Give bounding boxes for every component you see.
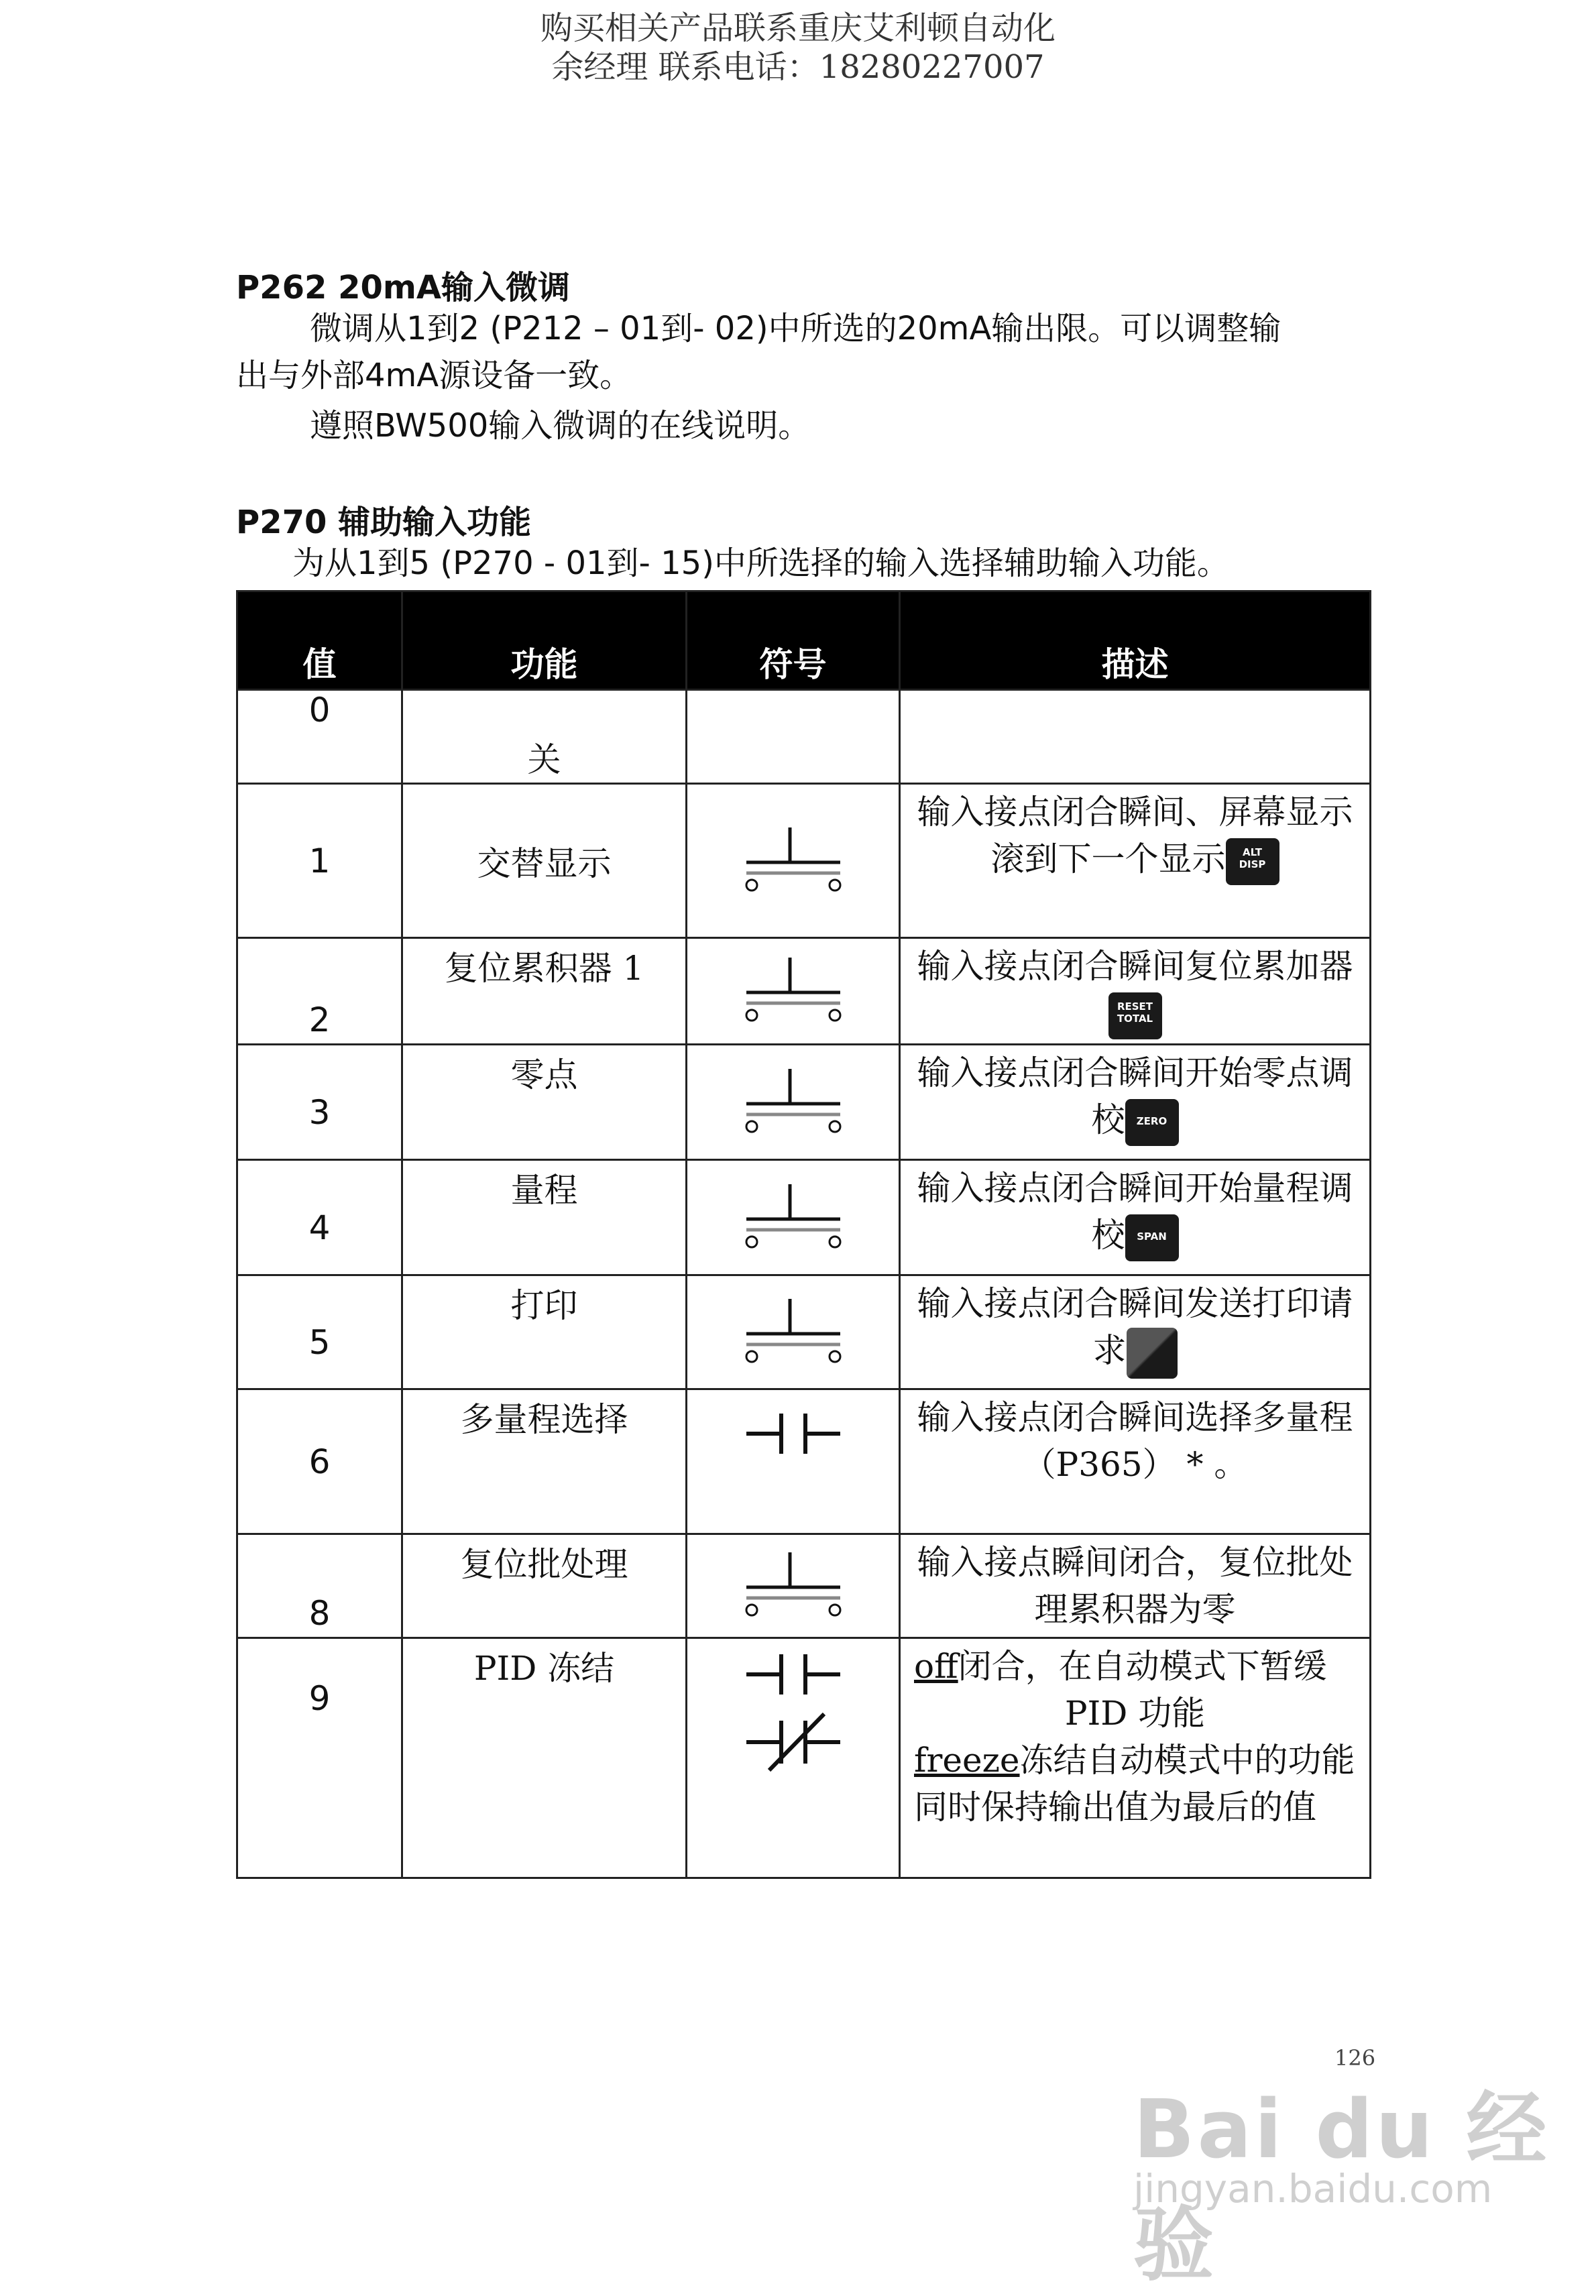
nc-contact-symbol xyxy=(740,1709,847,1776)
p270-intro: 为从1到5 (P270 - 01到- 15)中所选择的输入选择辅助输入功能。 xyxy=(292,544,1229,582)
description xyxy=(900,690,1371,784)
table-row xyxy=(237,1389,1371,1534)
section-p270-title: P270 辅助输入功能 xyxy=(236,504,532,541)
function: 多量程选择 xyxy=(460,1400,628,1439)
function: 量程 xyxy=(510,1171,578,1210)
page-number: 126 xyxy=(1334,2045,1376,2071)
no-contact-symbol xyxy=(687,1275,900,1389)
description: 输入接点闭合瞬间开始量程调校 xyxy=(917,1169,1353,1255)
value: 8 xyxy=(308,1594,331,1633)
off-label: off xyxy=(914,1647,958,1686)
description: 输入接点闭合瞬间选择多量程 xyxy=(917,1398,1353,1437)
p262-para1-line2: 出与外部4mA源设备一致。 xyxy=(236,357,632,394)
p262-para1-line1: 微调从1到2 (P212 – 01到- 02)中所选的20mA输出限。可以调整输 xyxy=(310,310,1281,347)
description: 输入接点瞬间闭合，复位批处理累积器为零 xyxy=(900,1534,1371,1638)
reset-total-key-icon: RESET TOTAL xyxy=(1108,992,1162,1039)
value: 9 xyxy=(308,1679,331,1718)
no-contact-symbol xyxy=(687,1045,900,1160)
zero-key-icon: ZERO xyxy=(1125,1099,1179,1146)
no-contact-symbol xyxy=(687,784,900,938)
header-line-2: 余经理 联系电话：18280227007 xyxy=(551,48,1045,86)
no-contact-symbol xyxy=(687,938,900,1045)
pid-freeze-symbols xyxy=(687,1638,900,1878)
description: 输入接点闭合瞬间发送打印请求 xyxy=(917,1284,1353,1370)
header-function: 功能 xyxy=(402,591,687,690)
table-row xyxy=(237,1045,1371,1160)
off-description-2: PID 功能 xyxy=(1064,1694,1206,1733)
value: 4 xyxy=(308,1208,331,1247)
function: 零点 xyxy=(510,1055,578,1094)
value: 0 xyxy=(308,691,331,730)
function: 复位批处理 xyxy=(460,1545,628,1584)
section-p262-title: P262 20mA输入微调 xyxy=(236,269,571,306)
table-row xyxy=(237,784,1371,938)
freeze-description: 冻结自动模式中的功能同时保持输出值为最后的值 xyxy=(914,1741,1355,1827)
description: 输入接点闭合瞬间、屏幕显示滚到下一个显示 xyxy=(917,793,1353,878)
header-description: 描述 xyxy=(900,591,1371,690)
alt-disp-key-icon: ALT DISP xyxy=(1226,838,1279,885)
value: 6 xyxy=(308,1442,331,1481)
function: 交替显示 xyxy=(477,844,612,883)
off-description: 闭合，在自动模式下暂缓 xyxy=(958,1647,1327,1686)
value: 2 xyxy=(308,1000,331,1039)
table-row xyxy=(237,1534,1371,1638)
description-p365: （P365） * 。 xyxy=(1022,1445,1248,1484)
function: PID 冻结 xyxy=(473,1649,615,1688)
table-header-row xyxy=(237,591,1371,690)
watermark-url: jingyan.baidu.com xyxy=(1133,2166,1493,2212)
value: 3 xyxy=(308,1092,331,1132)
value: 5 xyxy=(308,1322,331,1362)
watermark-brand: Bai du 经验 xyxy=(1133,2083,1550,2292)
table-row xyxy=(237,1275,1371,1389)
header-value: 值 xyxy=(237,591,402,690)
table-row xyxy=(237,690,1371,784)
span-key-icon: SPAN xyxy=(1125,1214,1179,1261)
no-contact-symbol xyxy=(687,1160,900,1275)
description: 输入接点闭合瞬间开始零点调校 xyxy=(917,1053,1353,1139)
header-line-1: 购买相关产品联系重庆艾利顿自动化 xyxy=(540,9,1056,47)
print-key-icon xyxy=(1127,1328,1178,1379)
no-contact-symbol xyxy=(687,1534,900,1638)
aux-input-table xyxy=(236,590,1371,1879)
function: 打印 xyxy=(510,1286,578,1325)
value: 1 xyxy=(308,841,331,880)
no-contact-horizontal-symbol xyxy=(740,1644,847,1705)
function: 复位累积器 1 xyxy=(444,949,644,988)
baidu-watermark xyxy=(1133,2065,1596,2296)
header-symbol: 符号 xyxy=(687,591,900,690)
description: 输入接点闭合瞬间复位累加器 xyxy=(917,947,1353,986)
function: 关 xyxy=(527,740,561,779)
freeze-label: freeze xyxy=(914,1741,1020,1780)
table-row xyxy=(237,1638,1371,1878)
table-row xyxy=(237,938,1371,1045)
no-contact-horizontal-symbol xyxy=(687,1389,900,1534)
table-row xyxy=(237,1160,1371,1275)
p262-para2: 遵照BW500输入微调的在线说明。 xyxy=(310,407,811,445)
